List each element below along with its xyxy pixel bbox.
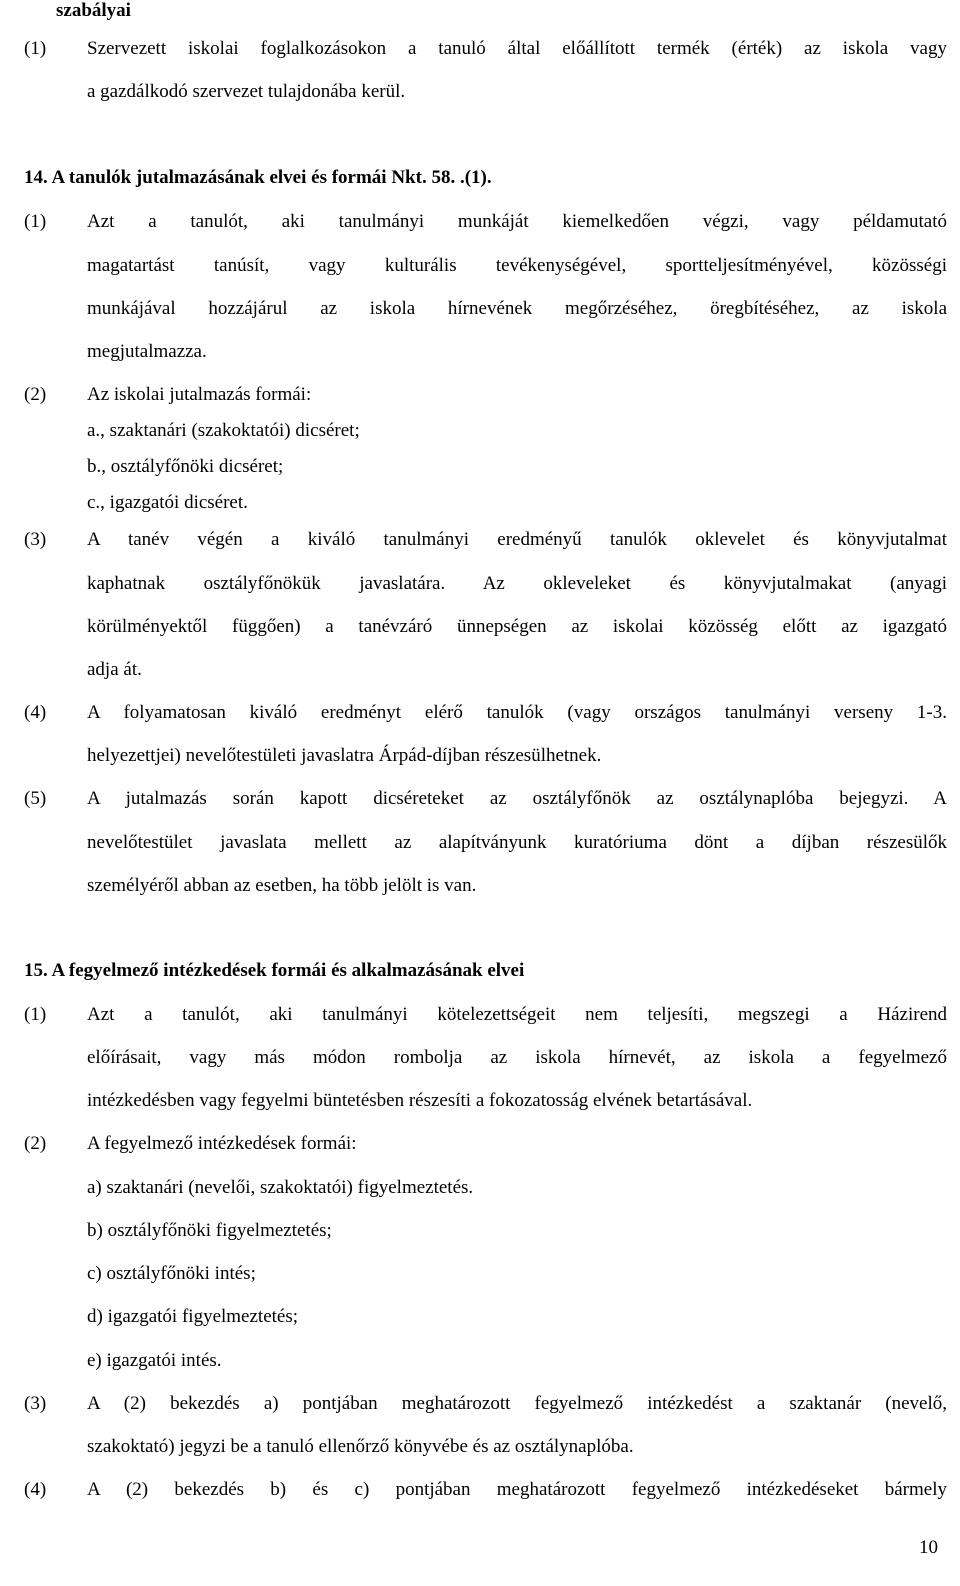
paragraph-line: intézkedésben vagy fegyelmi büntetésben részesíti a fokozatosság elvének betartásával. (87, 1090, 753, 1111)
paragraph-line: szakoktató) jegyzi be a tanuló ellenőrző könyvébe és az osztálynaplóba. (87, 1436, 634, 1457)
list-item: c., igazgatói dicséret. (87, 492, 248, 513)
paragraph-line: A tanév végén a kiváló tanulmányi eredményű tanulók oklevelet és könyvjutalmat (87, 529, 947, 550)
paragraph-line: kaphatnak osztályfőnökük javaslatára. Az okleveleket és könyvjutalmakat (anyagi (87, 573, 947, 594)
section-title: 14. A tanulók jutalmazásának elvei és formái Nkt. 58. .(1). (24, 167, 492, 188)
paragraph-line: megjutalmazza. (87, 341, 207, 362)
paragraph-line: A jutalmazás során kapott dicséreteket az osztályfőnök az osztálynaplóba bejegyzi. A (87, 788, 947, 809)
paragraph-number: (1) (24, 211, 47, 232)
paragraph-line: magatartást tanúsít, vagy kulturális tevékenységével, sportteljesítményével, közösségi (87, 255, 947, 276)
paragraph-line: A (2) bekezdés b) és c) pontjában meghatározott fegyelmező intézkedéseket bármely (87, 1479, 947, 1500)
paragraph-line: adja át. (87, 659, 142, 680)
list-item: b) osztályfőnöki figyelmeztetés; (87, 1220, 332, 1241)
paragraph-line: Azt a tanulót, aki tanulmányi munkáját kiemelkedően végzi, vagy példamutató (87, 211, 947, 232)
section-title: 15. A fegyelmező intézkedések formái és alkalmazásának elvei (24, 960, 525, 981)
paragraph-line: nevelőtestület javaslata mellett az alapítványunk kuratóriuma dönt a díjban részesülők (87, 832, 947, 853)
paragraph-number: (5) (24, 788, 47, 809)
page-number: 10 (919, 1537, 938, 1558)
paragraph-number: (2) (24, 1133, 47, 1154)
paragraph-number: (3) (24, 1393, 47, 1414)
list-item: a) szaktanári (nevelői, szakoktatói) figyelmeztetés. (87, 1177, 474, 1198)
paragraph-number: (3) (24, 529, 47, 550)
section-heading-fragment: szabályai (56, 0, 131, 21)
paragraph-number: (2) (24, 384, 47, 405)
paragraph-line: előírásait, vagy más módon rombolja az iskola hírnevét, az iskola a fegyelmező (87, 1047, 947, 1068)
paragraph-line: Az iskolai jutalmazás formái: (87, 384, 312, 405)
paragraph-number: (1) (24, 38, 47, 59)
paragraph-number: (1) (24, 1004, 47, 1025)
paragraph-number: (4) (24, 702, 47, 723)
paragraph-line: A (2) bekezdés a) pontjában meghatározott fegyelmező intézkedést a szaktanár (nevelő, (87, 1393, 947, 1414)
paragraph-line: munkájával hozzájárul az iskola hírnevének megőrzéséhez, öregbítéséhez, az iskola (87, 298, 947, 319)
paragraph-number: (4) (24, 1479, 47, 1500)
paragraph-line: Azt a tanulót, aki tanulmányi kötelezettségeit nem teljesíti, megszegi a Házirend (87, 1004, 947, 1025)
list-item: b., osztályfőnöki dicséret; (87, 456, 284, 477)
paragraph-line: körülményektől függően) a tanévzáró ünnepségen az iskolai közösség előtt az igazgató (87, 616, 947, 637)
list-item: c) osztályfőnöki intés; (87, 1263, 256, 1284)
paragraph-line: Szervezett iskolai foglalkozásokon a tanuló által előállított termék (érték) az iskola vagy (87, 38, 947, 59)
list-item: a., szaktanári (szakoktatói) dicséret; (87, 420, 360, 441)
paragraph-line: a gazdálkodó szervezet tulajdonába kerül. (87, 81, 406, 102)
list-item: d) igazgatói figyelmeztetés; (87, 1306, 299, 1327)
list-item: e) igazgatói intés. (87, 1350, 222, 1371)
paragraph-line: helyezettjei) nevelőtestületi javaslatra Árpád-díjban részesülhetnek. (87, 745, 602, 766)
paragraph-line: A fegyelmező intézkedések formái: (87, 1133, 357, 1154)
paragraph-line: személyéről abban az esetben, ha több jelölt is van. (87, 875, 477, 896)
paragraph-line: A folyamatosan kiváló eredményt elérő tanulók (vagy országos tanulmányi verseny 1-3. (87, 702, 947, 723)
